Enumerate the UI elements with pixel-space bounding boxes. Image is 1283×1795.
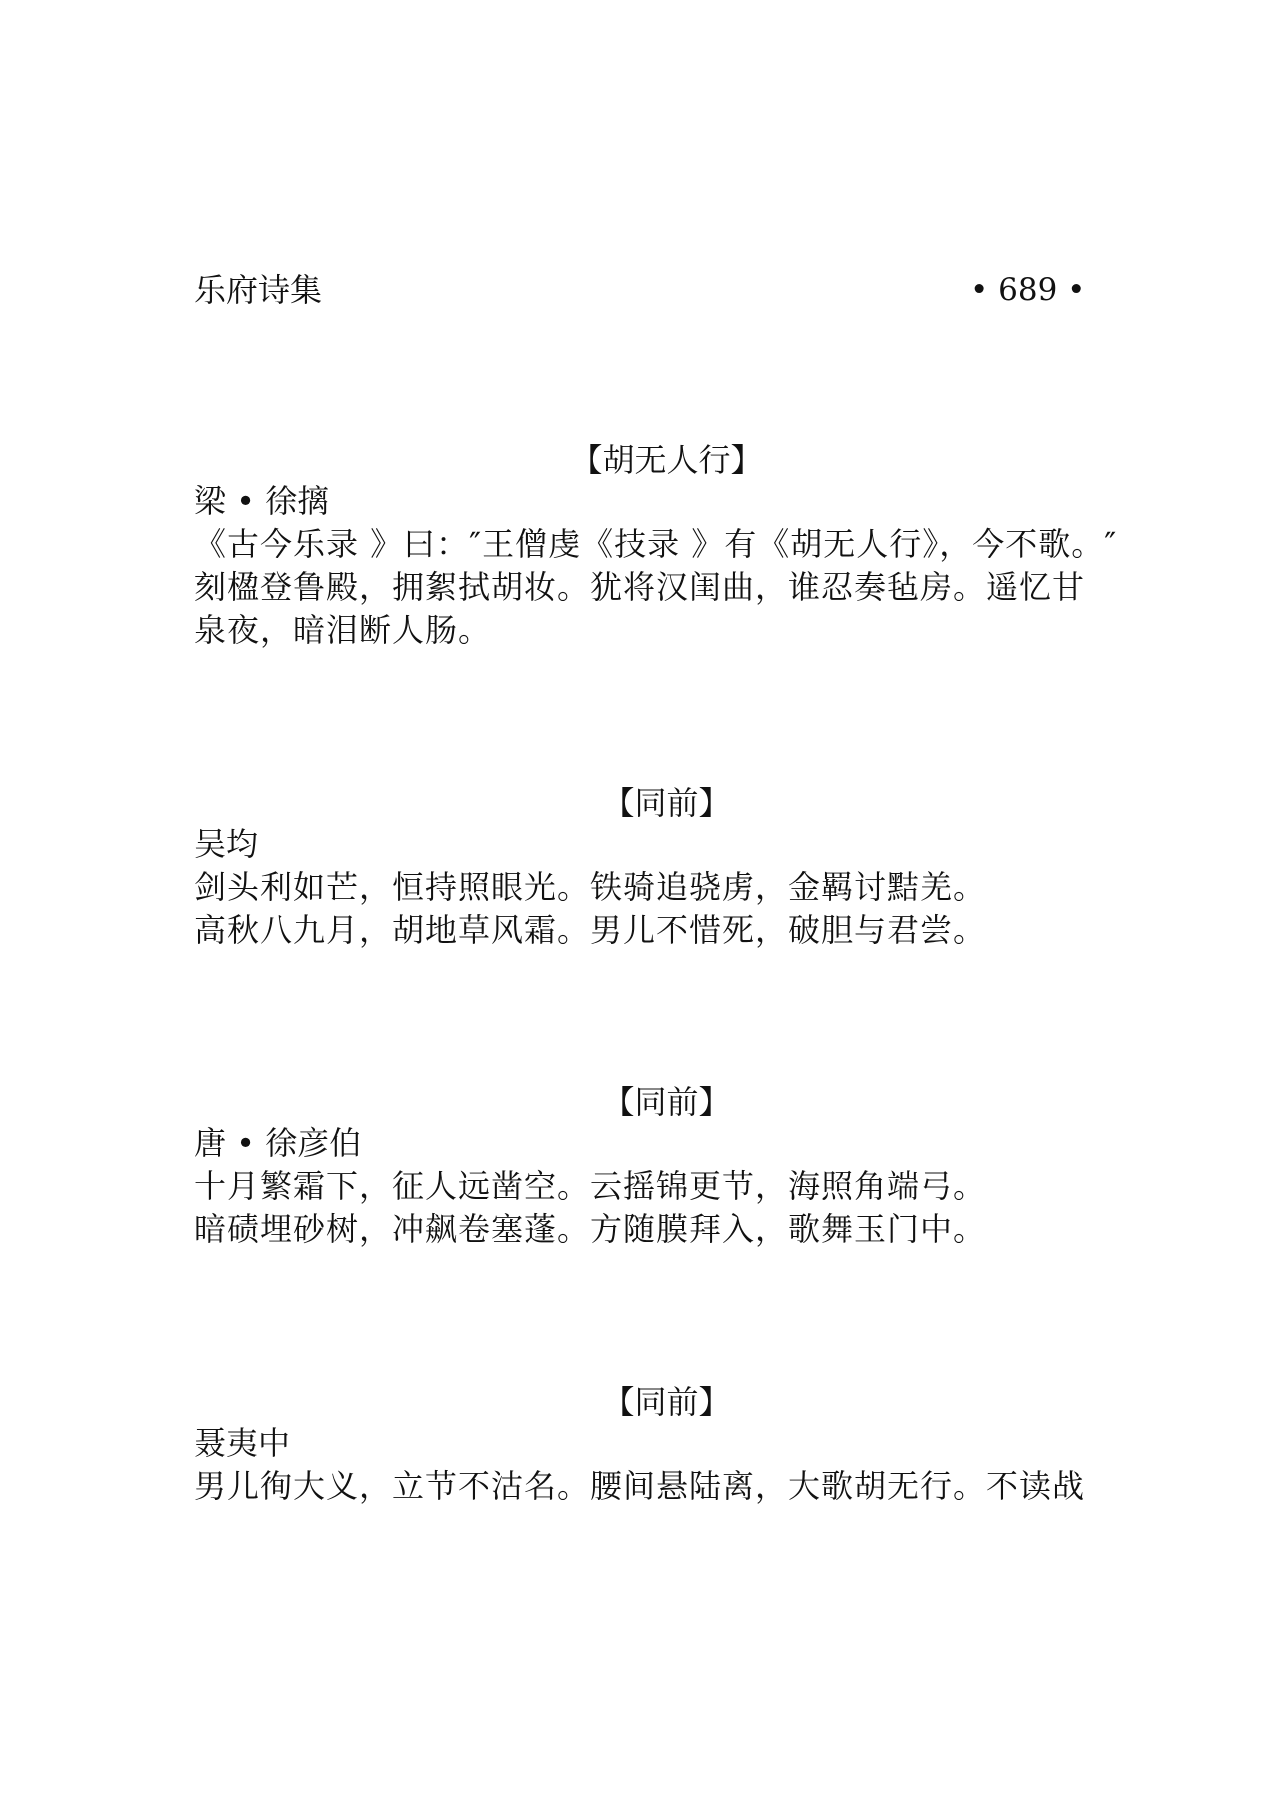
poem-line: 男儿徇大义，立节不沽名。腰间悬陆离，大歌胡无行。不读战 xyxy=(194,1467,1086,1505)
poem-line: 十月繁霜下，征人远凿空。云摇锦更节，海照角端弓。 xyxy=(194,1167,987,1205)
poem-section xyxy=(194,783,1139,952)
poem-line: 《古今乐录 》曰：″王僧虔《技录 》有《胡无人行》，今不歌。″ xyxy=(194,525,1118,563)
poem-line: 暗碛埋砂树，冲飙卷塞蓬。方随膜拜入，歌舞玉门中。 xyxy=(194,1210,987,1248)
poem-section xyxy=(194,1082,1139,1251)
book-title: 乐府诗集 xyxy=(194,271,323,309)
poem-line: 剑头利如芒，恒持照眼光。铁骑追骁虏，金羁讨黠羌。 xyxy=(194,868,987,906)
poem-author: 梁 • 徐摛 xyxy=(194,482,330,520)
poem-author: 聂夷中 xyxy=(194,1424,291,1462)
poem-line: 刻楹登鲁殿，拥絮拭胡妆。犹将汉闺曲，谁忍奏毡房。遥忆甘 xyxy=(194,568,1086,606)
poem-title: 【胡无人行】 xyxy=(570,441,763,479)
poem-title: 【同前】 xyxy=(602,784,731,822)
poem-author: 唐 • 徐彦伯 xyxy=(194,1124,362,1162)
poem-section xyxy=(194,1382,1139,1508)
poem-title: 【同前】 xyxy=(602,1383,731,1421)
poem-line: 高秋八九月，胡地草风霜。男儿不惜死，破胆与君尝。 xyxy=(194,911,987,949)
poem-title: 【同前】 xyxy=(602,1083,731,1121)
poem-line: 泉夜，暗泪断人肠。 xyxy=(194,611,492,649)
poem-author: 吴均 xyxy=(194,825,259,863)
page-number: • 689 • xyxy=(970,272,1086,308)
poem-section xyxy=(194,440,1139,652)
